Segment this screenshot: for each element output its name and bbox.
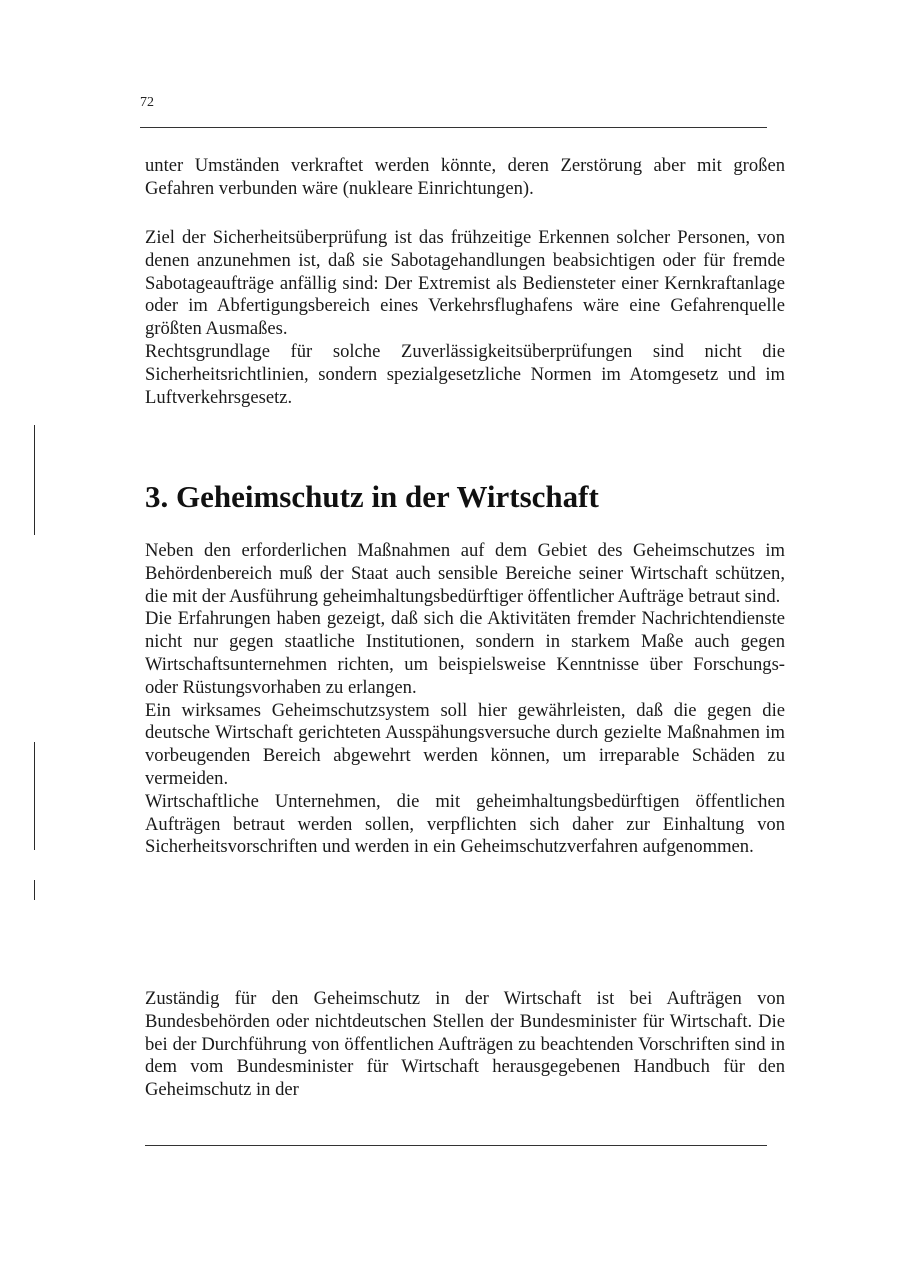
paragraph: Zuständig für den Geheimschutz in der Wirtschaft ist bei Aufträgen von Bundesbehörden oder nichtdeutschen Stellen der Bundesminister für Wirtschaft. Die bei der Durchführung von öffentlichen Aufträgen zu beachtenden Vorschriften sind in dem vom Bundesminister für Wirtschaft herausgegebenen Handbuch für den Geheimschutz in der [145,988,785,1101]
paragraph: unter Umständen verkraftet werden könnte, deren Zerstörung aber mit großen Gefahren verbunden wäre (nukleare Einrichtungen). [145,155,785,199]
header-rule [140,127,767,128]
paragraph: Wirtschaftliche Unternehmen, die mit geheimhaltungsbedürftigen öffentlichen Aufträgen betraut werden sollen, verpflichten sich daher zur Einhaltung von Sicherheitsvorschriften und werden in ein Geheimschutzverfahren aufgenommen. [145,790,785,858]
margin-mark-3 [34,880,35,900]
paragraph: Rechtsgrundlage für solche Zuverlässigkeitsüberprüfungen sind nicht die Sicherheitsrichtlinien, sondern spezialgesetzliche Normen im Atomgesetz und im Luftverkehrsgesetz. [145,340,785,408]
paragraph: Ein wirksames Geheimschutzsystem soll hier gewährleisten, daß die gegen die deutsche Wirtschaft gerichteten Ausspähungsversuche durch gezielte Maßnahmen im vorbeugenden Bereich abgewehrt werden können, um irreparable Schäden zu vermeiden. [145,699,785,789]
paragraph: Die Erfahrungen haben gezeigt, daß sich die Aktivitäten fremder Nachrichtendienste nicht nur gegen staatliche Institutionen, sondern in starkem Maße auch gegen Wirtschaftsunternehmen richten, um beispielsweise Kenntnisse über Forschungs- oder Rüstungsvorhaben zu erlangen. [145,608,785,698]
paragraph: Neben den erforderlichen Maßnahmen auf dem Gebiet des Geheimschutzes im Behördenbereich muß der Staat auch sensible Bereiche seiner Wirtschaft schützen, die mit der Ausführung geheimhaltungsbedürftiger öffentlicher Aufträge betraut sind. [145,540,785,607]
body-text-responsibility [145,988,785,1102]
paragraph: Ziel der Sicherheitsüberprüfung ist das frühzeitige Erkennen solcher Personen, von denen anzunehmen ist, daß sie Sabotagehandlungen beabsichtigen oder für fremde Sabotageaufträge anfällig sind: Der Extremist als Bediensteter einer Kernkraftanlage oder im Abfertigungsbereich eines Verkehrsflughafens wäre eine Gefahrenquelle größten Ausmaßes. [145,227,785,340]
margin-mark-1 [34,425,35,535]
footer-rule [145,1145,767,1146]
page-number: 72 [140,95,154,110]
margin-mark-2 [34,742,35,850]
body-text-top [145,155,785,201]
body-text-security-check [145,227,785,409]
section-heading: 3. Geheimschutz in der Wirtschaft [145,479,599,514]
body-text-section [145,540,785,859]
